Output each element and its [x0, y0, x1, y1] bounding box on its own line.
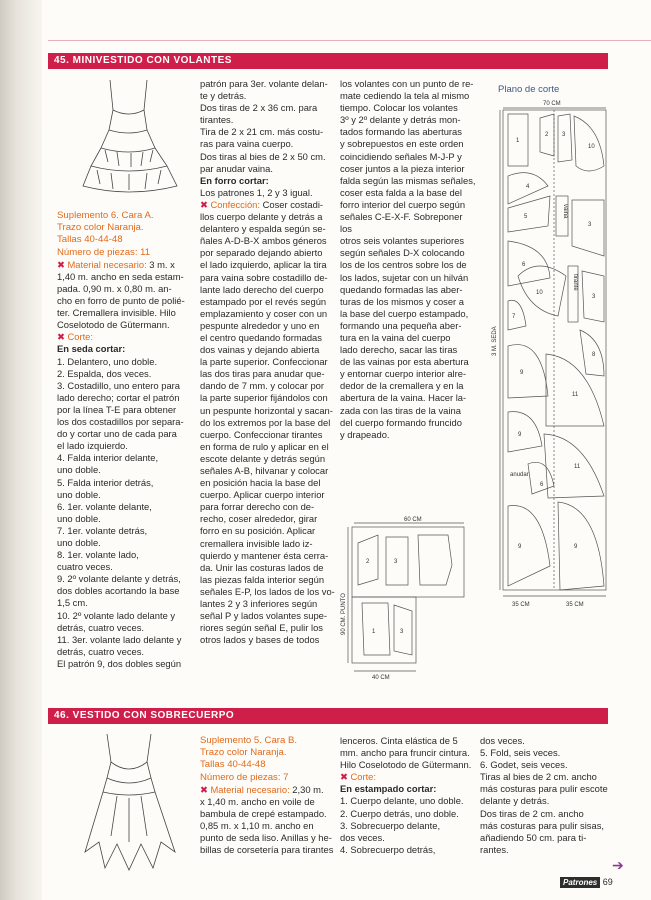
- dim-top-label: 70 CM: [543, 101, 561, 107]
- s45-col2-line: otros lados y bases de todos: [200, 634, 320, 646]
- dress-45-illustration: [75, 78, 185, 196]
- list-item: 2. Cuerpo detrás, uno doble.: [340, 807, 459, 819]
- s45-col2-line: señales A-B, hilvanar y colocar: [200, 465, 329, 476]
- s45-col2-line: las dos tiras para anudar que-: [200, 368, 325, 380]
- piece-9d: [558, 502, 604, 590]
- s45-col2-line: riores según señal E, pulir los: [200, 622, 323, 634]
- s45-col2-line: señal P y lados volantes supe-: [200, 610, 327, 622]
- list-item: uno doble.: [57, 488, 101, 500]
- list-item: 3. Sobrecuerpo delante,: [340, 819, 441, 831]
- s45-forro-text: Los patrones 1, 2 y 3 igual.: [200, 186, 313, 198]
- list-item: 5. Fold, seis veces.: [480, 747, 561, 759]
- s45-col2-line: ñales A-D-B-X ambos géneros: [200, 235, 327, 247]
- piece-11: [546, 354, 604, 426]
- s45-col3-line: y entornar cuerpo interior alre-: [340, 368, 467, 380]
- s45-col2-line: cuerpo. Aplicar cuerpo interior: [200, 489, 325, 501]
- s45-confeccion-line: ✖ Confección: Coser costadi-: [200, 198, 324, 210]
- s45-col1-line: Coselotodo de Gütermann.: [57, 319, 170, 331]
- s45-col3-line: los volantes con un punto de re-: [340, 78, 474, 89]
- s45-col3-line: mate cediendo la tela al mismo: [340, 90, 470, 102]
- s45-col2-line: para vaina sobre costadillo de-: [200, 271, 328, 283]
- s46-pieces-count: Número de piezas: 7: [200, 771, 289, 783]
- s45-col2-line: do los extremos por la base del: [200, 416, 331, 428]
- s46-corte-line: [340, 771, 476, 783]
- s45-col2-line: lante lado derecho del cuerpo: [200, 283, 324, 295]
- s45-col3: [340, 78, 476, 441]
- section-45-title: 45. MINIVESTIDO CON VOLANTES: [54, 55, 232, 66]
- s46-col3: [480, 735, 610, 856]
- vaina-label: vaina: [562, 204, 568, 219]
- s45-col2-line: recho, coser alrededor, girar: [200, 513, 318, 525]
- s45-col2-line: Dos tiras al bies de 2 x 50 cm.: [200, 150, 326, 162]
- next-page-arrow-icon: ➔: [612, 857, 624, 873]
- s46-col1-line: bambula de crepé estampado.: [200, 808, 327, 819]
- s45-col3-line: coincidiendo señales M-J-P y: [340, 150, 462, 162]
- s45-col1: [57, 210, 192, 670]
- piece-number: 9: [520, 370, 524, 376]
- s45-col3-line: lado derecho, sacar las tiras: [340, 344, 458, 356]
- s46-col2: [340, 735, 476, 856]
- list-item: los dos costadillos por separa-: [57, 416, 184, 428]
- list-item: 6. 1er. volante delante,: [57, 500, 152, 512]
- s46-col3-line: rantes.: [480, 843, 509, 855]
- s46-corte-label: Corte:: [350, 771, 376, 783]
- s45-col1-line: cho en forro de punto de polié-: [57, 295, 185, 307]
- list-item: 7. 1er. volante detrás,: [57, 524, 148, 536]
- piece-7: [508, 300, 526, 330]
- list-item: detrás, cuatro veces.: [57, 621, 145, 633]
- top-rule: [48, 40, 651, 41]
- piece-number: 3: [394, 559, 398, 565]
- s45-col3-line: coser juntos a la pieza interior: [340, 162, 465, 174]
- s45-col2-line: la parte superior. Confeccionar: [200, 356, 328, 368]
- s46-col2-line: mm. ancho para fruncir cintura.: [340, 747, 470, 759]
- s45-col3-line: quedando formadas las aber-: [340, 283, 463, 295]
- list-item: 1. Cuerpo delante, uno doble.: [340, 795, 464, 807]
- s45-col2-line: lantes 2 y 3 inferiores según: [200, 598, 318, 610]
- piece-9: [508, 345, 548, 398]
- s46-col1-line: x 1,40 m. ancho en voile de: [200, 795, 315, 807]
- piece-3: [558, 114, 572, 162]
- s45-col2: [200, 78, 335, 646]
- cross-bullet-icon: ✖: [57, 331, 65, 343]
- s46-col3-line: más costuras para pulir sisas,: [480, 819, 605, 831]
- list-item: uno doble.: [57, 464, 101, 476]
- s45-sizes: Tallas 40-44-48: [57, 234, 123, 246]
- piece-number: 6: [522, 262, 526, 268]
- s45-col2-line: dos vainas y dejando abierta: [200, 344, 320, 356]
- s45-col2-line: para forrar derecho con de-: [200, 501, 315, 513]
- brand-logo: Patrones: [560, 877, 600, 888]
- piece-number: 8: [592, 352, 596, 358]
- s45-col2-line: pespunte alrededor y uno en: [200, 319, 320, 331]
- s46-col3-line: añadiendo 50 cm. para ti-: [480, 831, 587, 843]
- section-46-title: 46. VESTIDO CON SOBRECUERPO: [54, 710, 235, 721]
- s46-col3-line: Dos tiras de 2 cm. ancho: [480, 807, 584, 819]
- list-item: el lado izquierdo.: [57, 440, 128, 452]
- s46-col3-line: delante y detrás.: [480, 795, 550, 807]
- list-item: 5. Falda interior detrás,: [57, 476, 154, 488]
- s45-col2-line: estampado por el revés según: [200, 295, 327, 307]
- s45-col2-line: Dos tiras de 2 x 36 cm. para: [200, 102, 318, 114]
- s45-col3-line: coser esta falda a la base del: [340, 186, 462, 198]
- s46-col2-line: lenceros. Cinta elástica de 5: [340, 735, 458, 746]
- s46-sizes: Tallas 40-44-48: [200, 759, 266, 771]
- s45-col3-line: abertura de la vaina. Hacer la-: [340, 392, 467, 404]
- list-item: 9. 2º volante delante y detrás,: [57, 573, 181, 585]
- s45-col3-line: formando una pequeña aber-: [340, 319, 462, 331]
- s46-col3-line: más costuras para pulir escote: [480, 783, 608, 795]
- page-number: 69: [602, 877, 613, 887]
- s45-col2-line: quierdo y mantener ésta cerra-: [200, 549, 329, 561]
- s45-col2-line: cuerpo. Confeccionar tirantes: [200, 428, 323, 440]
- piece-number: 7: [512, 314, 516, 320]
- list-item: 2. Espalda, dos veces.: [57, 367, 152, 379]
- piece-9b: [508, 412, 542, 452]
- s45-col2-line: un pespunte horizontal y sacan-: [200, 404, 333, 416]
- s45-confeccion-label: Confección:: [210, 198, 260, 210]
- fabric-rect: [503, 110, 606, 590]
- cutting-plan-title: Plano de corte: [498, 84, 560, 95]
- piece-number: 3: [592, 294, 596, 300]
- s45-col2-line: patrón para 3er. volante delan-: [200, 78, 328, 89]
- piece-number: 2: [545, 132, 549, 138]
- list-item: 1. Delantero, uno doble.: [57, 355, 158, 367]
- list-item: 8. 1er. volante lado,: [57, 549, 139, 561]
- dim-left-label: 3 M. SEDA: [492, 326, 498, 356]
- s45-col3-line: del cuerpo formando fruncido: [340, 416, 462, 428]
- piece-number: 6: [540, 482, 544, 488]
- s45-col3-line: dedor de la cremallera y en la: [340, 380, 464, 392]
- s46-supplement: Suplemento 5. Cara B.: [200, 735, 298, 746]
- list-item: uno doble.: [57, 512, 101, 524]
- s45-col2-line: la parte superior fijándolos con: [200, 392, 328, 404]
- list-item: cuatro veces.: [57, 561, 113, 573]
- list-item: 4. Falda interior delante,: [57, 452, 159, 464]
- list-item: por la línea T-E para obtener: [57, 403, 177, 415]
- knit-piece-1: [362, 603, 390, 655]
- s45-col2-line: cremallera invisible lado iz-: [200, 537, 313, 549]
- piece-number: 9: [518, 432, 522, 438]
- s45-col1-line: pada. 0,90 m. x 0,80 m. an-: [57, 283, 172, 294]
- s45-col2-line: Tira de 2 x 21 cm. más costu-: [200, 126, 324, 138]
- s45-col2-line: por separado dejando abierto: [200, 247, 323, 259]
- s45-trace: Trazo color Naranja.: [57, 222, 144, 234]
- s45-col2-line: las piezas falda interior según: [200, 573, 325, 585]
- s46-col1-line: punto de seda liso. Anillas y he-: [200, 832, 332, 844]
- s45-col2-line: emplazamiento y coser con un: [200, 307, 328, 319]
- piece-number: 11: [574, 464, 581, 470]
- list-item: lado derecho; cortar el patrón: [57, 391, 180, 403]
- s45-col3-line: otros seis volantes superiores: [340, 235, 465, 247]
- s45-col2-line: ras para vaina cuerpo.: [200, 138, 294, 150]
- s46-col1-line: billas de corsetería para tirantes: [200, 844, 334, 856]
- s45-col1-line: 1,40 m. ancho en seda estam-: [57, 270, 184, 282]
- knit-cutting-plan: [338, 515, 468, 680]
- list-item: uno doble.: [57, 536, 101, 548]
- list-item: 11. 3er. volante lado delante y: [57, 633, 182, 645]
- s45-col3-line: de las vainas por esta abertura: [340, 356, 469, 368]
- s46-trace: Trazo color Naranja.: [200, 747, 287, 759]
- s46-col1: [200, 735, 338, 856]
- knit-fabric-rect-bottom: [352, 597, 416, 663]
- s45-col2-line: escote delante y detrás según: [200, 452, 326, 464]
- s45-col3-line: 3º y 2º delante y detrás mon-: [340, 114, 461, 126]
- knit-piece-1a: [418, 535, 452, 585]
- s45-col3-line: según señales D-X colocando: [340, 247, 465, 259]
- s45-col2-line: par anudar vaina.: [200, 162, 273, 174]
- piece-number: 1: [372, 629, 376, 635]
- cross-bullet-icon: ✖: [57, 258, 65, 270]
- s46-col1-line: 0,85 m. x 1,10 m. ancho en: [200, 820, 314, 832]
- list-item: dos veces.: [480, 735, 525, 746]
- s45-pieces-list: [57, 356, 192, 670]
- dim-bottom-a-label: 35 CM: [512, 602, 530, 608]
- list-item: detrás, cuatro veces.: [57, 645, 145, 657]
- dress-46-illustration: [75, 732, 185, 872]
- s45-col2-line: te y detrás.: [200, 90, 247, 102]
- s45-corte-line: [57, 331, 192, 343]
- list-item: do y cortar uno de cada para: [57, 428, 177, 440]
- s45-col3-line: y drapeado.: [340, 428, 390, 440]
- s45-corte-label: Corte:: [67, 331, 93, 343]
- list-item: 6. Godet, seis veces.: [480, 759, 568, 771]
- tirante-label: tirante: [572, 274, 578, 291]
- s45-material-label: Material necesario:: [67, 258, 147, 270]
- knit-dim-bottom-label: 40 CM: [372, 675, 390, 680]
- s45-col3-line: tados formando las aberturas: [340, 126, 462, 138]
- piece-6b: [528, 462, 554, 494]
- s45-supplement: Suplemento 6. Cara A.: [57, 210, 154, 221]
- list-item: dos veces.: [340, 831, 385, 843]
- s45-pieces-count: Número de piezas: 11: [57, 246, 151, 258]
- piece-number: 10: [588, 144, 595, 150]
- book-spine-shadow: [0, 0, 42, 900]
- s45-col3-line: la base del cuerpo estampado,: [340, 307, 469, 319]
- piece-number: 3: [400, 629, 404, 635]
- s46-col2-line: Hilo Coselotodo de Gütermann.: [340, 759, 472, 771]
- knit-dim-left-label: 90 CM. PUNTO: [341, 593, 347, 635]
- s45-col2-line: tirantes.: [200, 114, 234, 126]
- s45-col2-line: dando de 7 mm. y colocar por: [200, 380, 325, 392]
- page-footer: [560, 877, 613, 887]
- s45-col3-line: zada con las tiras de la vaina: [340, 404, 461, 416]
- s45-col2-line: llos cuerpo delante y detrás a: [200, 211, 323, 223]
- s46-material-label: Material necesario:: [210, 783, 290, 795]
- list-item: 3. Costadillo, uno entero para: [57, 379, 180, 391]
- s45-col3-line: falda según las mismas señales,: [340, 174, 476, 186]
- piece-6: [508, 241, 550, 286]
- piece-number: 4: [526, 184, 530, 190]
- piece-9c: [508, 506, 550, 587]
- list-item: dos dobles acortando la base: [57, 585, 180, 597]
- s45-col3-line: señales C-E-X-F. Sobreponer los: [340, 211, 463, 235]
- section-46-title-bar: [48, 708, 608, 724]
- s45-col2-line: en posición hacia la base del: [200, 477, 321, 489]
- s45-forro-label: En forro cortar:: [200, 174, 269, 186]
- s45-seda-label: En seda cortar:: [57, 343, 126, 355]
- s45-col3-line: los de los centros sobre los de: [340, 259, 467, 271]
- s45-col3-line: forro interior del cuerpo según: [340, 198, 466, 210]
- s45-col1-line: ter. Cremallera invisible. Hilo: [57, 307, 176, 319]
- piece-number: 9: [518, 544, 522, 550]
- s46-material-line: ✖ Material necesario: 2,30 m.: [200, 783, 324, 795]
- piece-3b: [572, 200, 604, 256]
- s45-col2-line: en forma de rulo y aplicar en el: [200, 440, 329, 452]
- s45-col2-line: forro en su posición. Aplicar: [200, 525, 316, 537]
- s45-col3-line: tiempo. Colocar los volantes: [340, 102, 458, 114]
- cross-bullet-icon: ✖: [200, 783, 208, 795]
- section-45-title-bar: [48, 53, 608, 69]
- piece-number: 3: [562, 132, 566, 138]
- s45-col3-line: tura en la vaina del cuerpo: [340, 331, 451, 343]
- anudar-label: anudar: [510, 472, 529, 478]
- dim-bottom-b-label: 35 CM: [566, 602, 584, 608]
- s45-col2-line: da. Unir las costuras lados de: [200, 561, 324, 573]
- s45-col3-line: y sobrepuestos en este orden: [340, 138, 464, 150]
- piece-number: 5: [524, 214, 528, 220]
- s46-col3-line: Tiras al bies de 2 cm. ancho: [480, 771, 597, 783]
- piece-number: 11: [572, 392, 579, 398]
- s45-col3-line: turas de los mismos y coser a: [340, 295, 464, 307]
- s45-col2-line: el lado izquierdo, aplicar la tira: [200, 259, 327, 271]
- silk-cutting-plan: [488, 96, 613, 611]
- list-item: 1,5 cm.: [57, 597, 88, 609]
- list-item: 4. Sobrecuerpo detrás,: [340, 843, 436, 855]
- cross-bullet-icon: ✖: [200, 198, 208, 210]
- s45-material-text: 3 m. x: [149, 258, 175, 270]
- s45-col2-line: señales E-P, los lados de los vo-: [200, 585, 335, 597]
- s45-col3-line: los lados, sujetar con un hilván: [340, 271, 469, 283]
- piece-number: 10: [536, 290, 543, 296]
- list-item: 10. 2º volante lado delante y: [57, 609, 176, 621]
- piece-number: 1: [516, 138, 520, 144]
- knit-dim-top-label: 60 CM: [404, 517, 422, 523]
- s45-col2-line: el centro quedando formadas: [200, 331, 322, 343]
- s46-estampado-label: En estampado cortar:: [340, 783, 437, 795]
- cross-bullet-icon: ✖: [340, 771, 348, 783]
- s45-col2-line: delantero y espalda según se-: [200, 223, 326, 235]
- list-item: El patrón 9, dos dobles según: [57, 657, 182, 669]
- piece-number: 3: [588, 222, 592, 228]
- s45-material-line: [57, 259, 192, 271]
- piece-number: 9: [574, 544, 578, 550]
- piece-number: 2: [366, 559, 370, 565]
